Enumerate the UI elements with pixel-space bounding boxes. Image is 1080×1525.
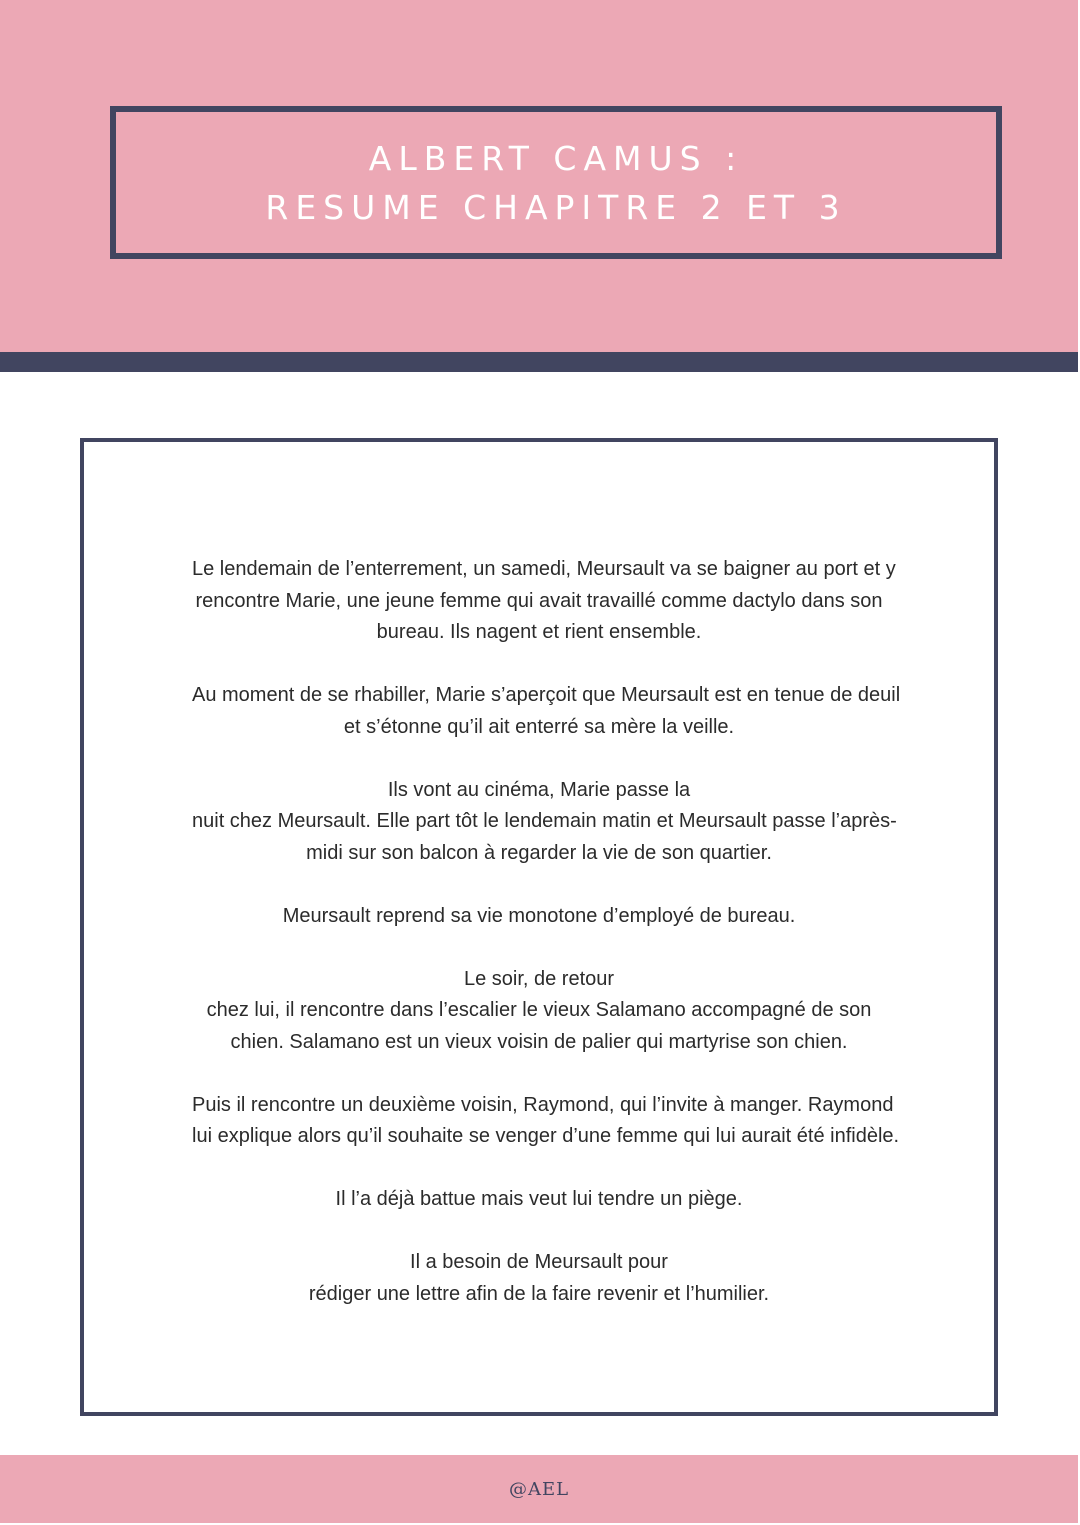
summary-paragraph xyxy=(192,1247,886,1310)
summary-line: Au moment de se rhabiller, Marie s’aperçoit que Meursault est en tenue de deuil xyxy=(192,684,901,706)
summary-line: nuit chez Meursault. Elle part tôt le lendemain matin et Meursault passe l’après- xyxy=(192,810,897,832)
summary-line: Le lendemain de l’enterrement, un samedi, Meursault va se baigner au port et y xyxy=(192,558,896,580)
summary-line: et s’étonne qu’il ait enterré sa mère la veille. xyxy=(343,715,735,738)
summary-paragraph xyxy=(192,680,901,743)
summary-line: lui explique alors qu’il souhaite se venger d’une femme qui lui aurait été infidèle. xyxy=(192,1125,900,1147)
summary-line: Ils vont au cinéma, Marie passe la xyxy=(387,778,691,801)
header-divider-stripe xyxy=(0,352,1078,372)
title-frame xyxy=(110,106,1002,259)
footer-band xyxy=(0,1455,1078,1523)
summary-text xyxy=(192,554,901,1310)
summary-line: Puis il rencontre un deuxième voisin, Raymond, qui l’invite à manger. Raymond xyxy=(192,1093,894,1116)
summary-frame xyxy=(80,438,998,1416)
author-handle: @AEL xyxy=(508,1478,570,1500)
summary-paragraph xyxy=(192,554,896,649)
summary-line: chez lui, il rencontre dans l’escalier le vieux Salamano accompagné de son xyxy=(206,999,872,1021)
summary-line: Il a besoin de Meursault pour xyxy=(410,1251,668,1273)
summary-line: rédiger une lettre afin de la faire revenir et l’humilier. xyxy=(308,1282,770,1305)
summary-line: bureau. Ils nagent et rient ensemble. xyxy=(376,621,702,643)
summary-paragraph xyxy=(192,1090,900,1153)
page-title-line-1: ALBERT CAMUS : xyxy=(368,138,744,178)
summary-paragraph xyxy=(192,1184,886,1216)
summary-paragraph xyxy=(192,775,897,870)
summary-line: Il l’a déjà battue mais veut lui tendre un piège. xyxy=(335,1188,743,1210)
summary-paragraph xyxy=(192,964,886,1059)
summary-line: chien. Salamano est un vieux voisin de palier qui martyrise son chien. xyxy=(230,1030,848,1053)
summary-line: rencontre Marie, une jeune femme qui avait travaillé comme dactylo dans son xyxy=(195,589,883,612)
page-title-line-2: RESUME CHAPITRE 2 ET 3 xyxy=(265,187,847,227)
summary-paragraph xyxy=(192,901,886,933)
summary-line: Le soir, de retour xyxy=(463,967,615,990)
summary-line: Meursault reprend sa vie monotone d’employé de bureau. xyxy=(282,904,796,927)
summary-line: midi sur son balcon à regarder la vie de son quartier. xyxy=(306,841,772,864)
